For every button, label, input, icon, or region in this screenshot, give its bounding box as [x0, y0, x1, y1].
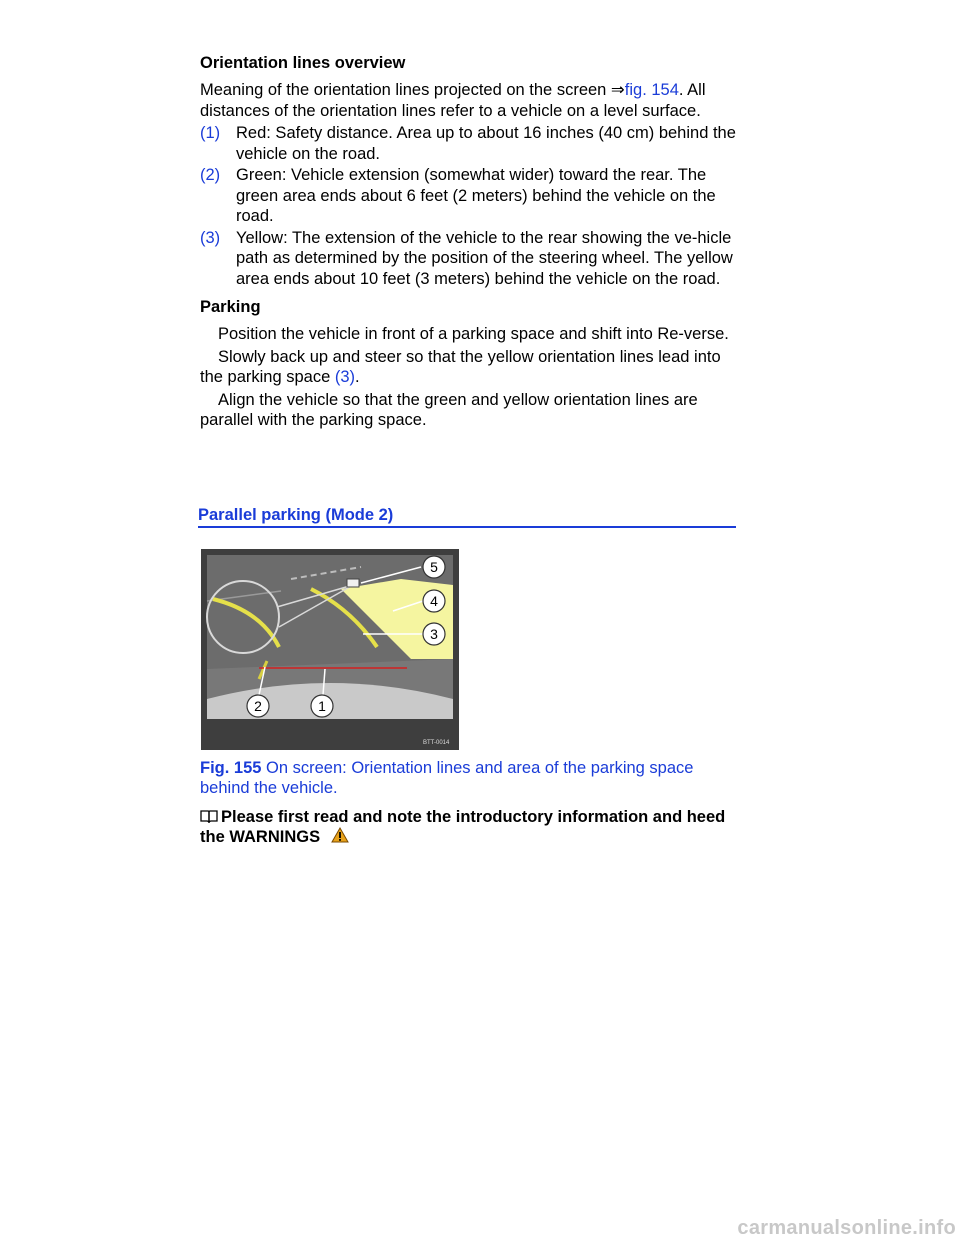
intro-prefix: Meaning of the orientation lines projected on the screen ⇒ — [200, 81, 625, 99]
svg-text:3: 3 — [430, 626, 438, 642]
note-text: Please first read and note the introductory information and heed the WARNINGS — [200, 808, 726, 846]
item-number: (1) — [200, 124, 221, 142]
item-number: (2) — [200, 166, 221, 184]
svg-text:1: 1 — [318, 698, 326, 714]
list-item — [200, 165, 740, 227]
list-item — [200, 228, 740, 290]
section-orientation — [200, 54, 740, 433]
item-text: Red: Safety distance. Area up to about 16 inches (40 cm) behind the vehicle on the road. — [236, 124, 736, 163]
parking-step-3: Align the vehicle so that the green and yellow orientation lines are parallel with the parking space. — [200, 390, 698, 429]
step2-suffix: . — [355, 368, 360, 386]
step2-ref[interactable]: (3) — [334, 368, 356, 386]
parking-camera-figure — [201, 549, 459, 750]
callout-4 — [423, 590, 445, 612]
step2-prefix: Slowly back up and steer so that the yellow orientation lines lead into the parking space — [200, 347, 721, 386]
svg-text:2: 2 — [254, 698, 262, 714]
caption-text: On screen: Orientation lines and area of the parking space behind the vehicle. — [200, 759, 694, 797]
callout-3 — [423, 623, 445, 645]
fig-154-link[interactable]: fig. 154 — [624, 81, 679, 99]
item-text: Yellow: The extension of the vehicle to the rear showing the ve-hicle path as determined by the position of the steering wheel. The yellow area ends about 10 feet (3 meters) behind the vehicle on the road. — [236, 228, 733, 288]
book-icon — [200, 809, 218, 823]
callout-5 — [423, 556, 445, 578]
parking-step-1: Position the vehicle in front of a parking space and shift into Re-verse. — [218, 325, 729, 343]
heading-parallel-parking: Parallel parking (Mode 2) — [198, 506, 736, 528]
svg-text:5: 5 — [430, 559, 438, 575]
figure-code: BTT-0014 — [423, 740, 450, 746]
intro-paragraph — [200, 80, 740, 121]
item-text: Green: Vehicle extension (somewhat wider) toward the rear. The green area ends about 6 feet (2 meters) behind the vehicle on the road. — [236, 166, 716, 225]
magnified-marker — [347, 579, 359, 587]
read-note — [200, 807, 740, 847]
svg-text:4: 4 — [430, 593, 438, 609]
list-item — [200, 123, 740, 164]
item-number: (3) — [200, 228, 221, 247]
intro-suffix: . All distances of the orientation lines refer to a vehicle on a level surface. — [200, 81, 706, 120]
heading-orientation-lines: Orientation lines overview — [200, 54, 406, 72]
watermark-footer: carmanualsonline.info — [737, 1217, 956, 1239]
figure-caption — [200, 758, 740, 798]
callout-1 — [311, 695, 333, 717]
warning-icon — [331, 827, 349, 843]
heading-parking: Parking — [200, 298, 261, 316]
callout-2 — [247, 695, 269, 717]
orientation-list — [200, 123, 740, 289]
parking-step-2 — [200, 347, 740, 388]
caption-label: Fig. 155 — [200, 759, 262, 777]
